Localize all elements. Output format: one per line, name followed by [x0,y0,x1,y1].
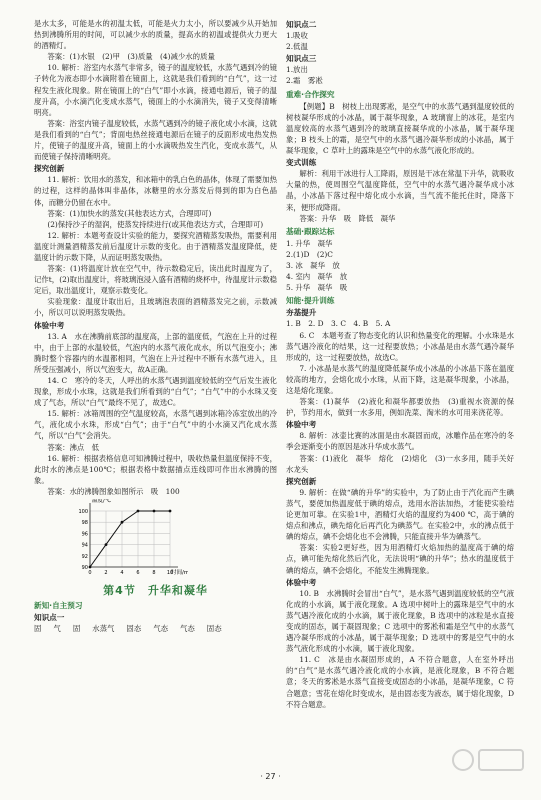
paragraph: 1.吸收 [286,31,308,41]
paragraph: 2.(1)D (2)C [286,249,333,259]
subheading: 体验中考 [34,320,65,330]
section-title: 第4节 升华和凝华 [103,584,208,598]
paragraph: 13. A 水在沸腾前底部的温度高，上部的温度低，气泡在上升的过程中，由于上部的水温较低，气泡内的水蒸气液化成水，所以气泡变小；沸腾时整个容器内的水温都相同，气泡在上升过程中不断有水蒸气进入，且所受压强减小，所以气泡变大，故A正确。 [34,331,277,374]
paragraph: 15. 解析：冰箱周围的空气温度较高，水蒸气遇到冰箱冷冻室放出的冷气，液化成小水珠，形成“白气”；由于“白气”中的小水滴又汽化成水蒸气，所以“白气”会消失。 [34,409,277,441]
x-tick-label: 6 [136,570,140,577]
section-bar [286,226,514,237]
paragraph: 答案：实验2更好些，因为用酒精灯火焰加热的温度高于碘的熔点，碘可能先熔化然后汽化，无法说明“碘的升华”；热水的温度低于碘的熔点，碘不会熔化，不能发生沸腾现象。 [286,543,514,575]
answer-word: 气态 [153,624,168,634]
paragraph: 10. B 水沸腾时会冒出“白气”，是水蒸气遇到温度较低的空气液化成的小水滴，属于液化现象。A 选项中树叶上的露珠是空气中的水蒸气遇冷液化成的小水滴，属于液化现象，B 选项中的冰粒是水直接变成的固态，属于凝固现象；C 选项中的雾凇和霜是空气中的水蒸气遇冷凝华形成的小冰晶，属于凝华现象；D 选项中的雾是空气中的水蒸气液化形成的小水滴，属于液化现象。 [286,588,514,654]
answer-word: 固 [34,624,42,634]
paragraph: 5. 升华 凝华 吸 [286,283,348,293]
paragraph: 1. 升华 凝华 [286,238,333,248]
paragraph: 16. 解析：根据表格信息可知沸腾过程中，吸收热量但温度保持不变，此时水的沸点是100℃；根据表格中数据描点连线即可作出水沸腾的图象。 [34,453,277,485]
y-tick-label: 98 [81,520,88,527]
subheading: 知识点三 [286,54,317,64]
paragraph: 10. 解析：浴室内水蒸气非常多，镜子的温度较低，水蒸气遇到冷的镜子转化为液态即小水滴附着在镜面上，这就是我们看到的“白气”，这一过程发生液化现象。附在镜面上的“白气”即小水滴，接通电源后，镜子的温度升高，小水滴汽化变成水蒸气，镜面上的小水滴消失，镜子又变得清晰明亮。 [34,63,277,117]
paragraph: 8. 解析：冰壶比赛的冰面是由水凝固而成，冰雕作品在寒冷的冬季会逐渐变小的原因是冰升华成水蒸气。 [286,431,514,452]
paragraph: 7. 小冰晶是水蒸气的温度降低凝华成小冰晶的小冰晶下落在温度较高的地方，会熔化成小水珠，从而下降，这是凝华现象，小冰晶，这是熔化现象。 [286,363,514,395]
section-bar [34,600,277,611]
paragraph: 2.低温 [286,42,308,52]
watermark-logo [451,738,531,782]
section-bar-label: 新知·自主预习 [34,601,83,611]
paragraph: 3. 冰 凝华 放 [286,260,340,270]
series-line [90,511,170,567]
paragraph: 答案：(1)加快水的蒸发(其他表达方式，合理即可) [47,208,212,218]
paragraph: 实验现象：温度计取出后，且玻璃泡表面的酒精蒸发完之前，示数减小，所以可以说明蒸发吸热。 [34,297,277,318]
x-tick-label: 4 [120,570,124,577]
y-tick-label: 100 [78,509,88,516]
data-point [137,510,140,513]
paragraph: 答案：水的沸腾图象如图所示 吸 100 [47,486,180,496]
x-axis-label: 时间/m [171,570,188,577]
answer-word: 水蒸气 [92,624,115,634]
section-bar-label: 基础·跟踪达标 [286,226,335,236]
subheading: 变式训练 [286,158,317,168]
subheading: 夯基提升 [286,308,317,318]
paragraph: 【例题】B 树枝上出现雾凇，是空气中的水蒸气遇到温度较低的树枝凝华形成的小冰晶，属于凝华现象，A 玻璃窗上的冰花，是室内温度较高的水蒸气遇到冷的玻璃直接凝华成的小冰晶，属于凝华现象；B 枝头上的霜，是空气中的水蒸气遇冷凝华形成的小冰晶，属于凝华现象，C 草叶上的露珠是空气中的水蒸气液化形成的。 [286,101,514,156]
answer-row [34,623,277,634]
answer-word: 固态 [126,624,142,634]
x-tick-label: 0 [88,570,92,577]
y-tick-label: 96 [81,531,88,538]
paragraph: 2.霜 雾凇 [286,76,323,86]
paragraph: 答案：浴室内镜子温度较低，水蒸气遇到冷的镜子液化成小水滴，这就是我们看到的“白气”；背面电热丝接通电源后在镜子的反面形成电热发热片，使镜子的温度升高，镜面上的小水滴吸热发生汽化，变成水蒸气，从而使镜子保持清晰明亮。 [34,118,277,162]
page-number: · 27 · [260,772,281,781]
x-tick-label: 2 [104,570,108,577]
chart-svg [68,499,188,579]
paragraph: 解析：利用干冰进行人工降雨，原因是干冰在常温下升华，就吸收大量的热，使周围空气温度降低，空气中的水蒸气遇冷凝华成小冰晶，小冰晶下落过程中熔化成小水滴，当气流不能托住时，降落下来，便形成降雨。 [286,169,514,212]
data-point [105,543,108,546]
x-tick-label: 8 [152,570,156,577]
paragraph: 答案：(1)凝华 (2)液化和凝华都要放热 (3)重视水资源的保护，节约用水，做到一水多用，例如洗菜、淘米的水可用来浇花等。 [286,397,514,418]
y-tick-label: 92 [81,553,88,560]
boiling-chart [68,499,188,579]
answer-word: 气 [53,624,61,634]
left-column [34,18,277,634]
subheading: 体验中考 [286,420,317,430]
y-axis-label: 温度/℃ [92,499,112,505]
paragraph: 14. C 寒冷的冬天，人呼出的水蒸气遇到温度较低的空气后发生液化现象，形成小水珠，这就是我们所看到的“白气”；“白气”中的小水珠又变成了气态，所以“白气”最终不见了，故选C。 [34,376,277,408]
paragraph: 11. 解析：饮用水的蒸发，和冰箱中的乳白色的晶体，体现了需要加热的过程，这样的晶体叫非晶体，冰糖里的水分蒸发后得到的即为白色晶体，而糖分仍留在水中。 [34,175,277,207]
paragraph: 是水太多，可能是水的初温太低，可能是火力太小，所以要减少从开始加热到沸腾所用的时间，可以减少水的质量，提高水的初温或提供火力更大的酒精灯。 [34,19,277,51]
paragraph: 答案：(1)水银 (2)甲 (3)质量 (4)减少水的质量 [47,52,215,62]
paragraph: 1. B 2. D 3. C 4. B 5. A [286,319,391,329]
answer-word: 固 [72,624,81,634]
y-tick-label: 94 [81,542,88,549]
x-tick-label: 10 [166,570,174,577]
subheading: 知识点一 [34,613,65,623]
data-point [169,510,172,513]
data-point [121,521,124,524]
section-bar-label: 重难·合作探究 [286,89,335,99]
section-bar-label: 知能·提升训练 [286,296,335,306]
subheading: 知识点二 [286,20,317,29]
y-tick-label: 90 [81,565,88,572]
data-point [89,566,92,569]
paragraph: 答案：沸点 低 [47,442,100,452]
paragraph: 1.放出 [286,65,308,75]
data-point [153,510,156,513]
section-bar [286,89,514,100]
section-bar [286,295,514,306]
subheading: 探究创新 [34,164,65,174]
answer-word: 固态 [206,624,222,634]
right-column [286,18,514,710]
paragraph: 答案：升华 吸 降低 凝华 [299,213,396,223]
subheading: 探究创新 [286,476,317,486]
paragraph: (2)保持沙子的湿润，使蒸发持续进行(或其他表达方式，合理即可) [47,219,264,229]
answer-word: 气态 [180,624,195,634]
subheading: 体验中考 [286,577,317,587]
paragraph: 4. 室内 凝华 放 [286,272,348,282]
paragraph: 11. C 冰是由水凝固形成的，A 不符合题意，人在室外呼出的“白气”是水蒸气遇冷液化成的小水滴，是液化现象，B 不符合题意；冬天的雾凇是水蒸气直接变成固态的小冰晶，是凝华现象，C 符合题意；雪花在熔化时变成水，是由固态变为液态，属于熔化现象，D 不符合题意。 [286,655,514,709]
paragraph: 答案：(1)将温度计放在空气中，待示数稳定后，读出此时温度为了，记作t，(2)取出温度计，将玻璃泡浸入盛有酒精的烧杯中，待温度计示数稳定后，取出温度计，观察示数变化。 [34,264,277,296]
paragraph: 9. 解析：在做“碘的升华”的实验中，为了防止由于汽化而产生碘蒸气，要使加热温度低于碘的熔点，选用水浴法加热，才能使实验结论更加可靠。在实验1中，酒精灯火焰的温度约为400 ℃，高于碘的熔点和沸点，碘先熔化后再汽化为碘蒸气。在实验2中，水的沸点低于碘的熔点，碘不会熔化也不会沸腾，只能直接升华为碘蒸气。 [286,487,514,542]
paragraph: 答案：(1)液化 凝华 熔化 (2)熔化 (3)一水多用，随手关好水龙头 [286,453,514,474]
paragraph: 6. C 本题考查了物态变化的认识和热量变化的理解。小水珠是水蒸气遇冷液化的结果，这一过程要放热；小冰晶是由水蒸气遇冷凝华形成的，这一过程要放热，故选C。 [286,330,514,362]
paragraph: 12. 解析：本题考查设计实验的能力，要探究酒精蒸发吸热，需要利用温度计测量酒精蒸发前后温度计示数的变化。由于酒精蒸发温度降低，使温度计的示数下降，从而证明蒸发吸热。 [34,230,277,262]
